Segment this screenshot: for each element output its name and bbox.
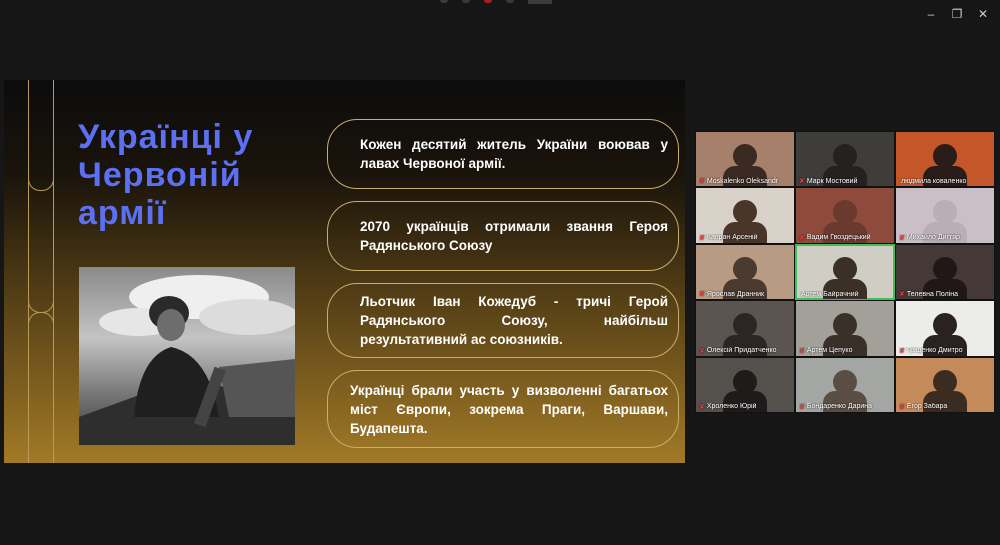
participant-name-label bbox=[799, 177, 892, 185]
slide-title: Українці у Червоній армії bbox=[78, 118, 254, 232]
participant-video bbox=[833, 144, 857, 168]
shared-slide bbox=[4, 80, 685, 463]
mic-muted-icon: ✘ bbox=[699, 291, 705, 299]
mic-muted-icon: ✘ bbox=[799, 178, 805, 186]
participant-video bbox=[733, 370, 757, 394]
decor-arc bbox=[28, 298, 54, 313]
toolbar-handle[interactable] bbox=[528, 0, 552, 4]
mic-muted-icon: ✘ bbox=[699, 178, 705, 186]
participant-video bbox=[933, 370, 957, 394]
participant-name-label bbox=[899, 178, 992, 185]
participant-video bbox=[833, 257, 857, 281]
close-button[interactable]: ✕ bbox=[977, 7, 989, 21]
participant-name: Артем Цепуко bbox=[806, 347, 853, 355]
indicator-dot bbox=[440, 0, 448, 3]
participant-tile[interactable] bbox=[695, 187, 795, 243]
decor-line bbox=[53, 80, 54, 463]
participant-video bbox=[933, 313, 957, 337]
participant-tile[interactable] bbox=[795, 244, 895, 300]
mic-muted-icon: ✘ bbox=[899, 347, 905, 355]
participant-name: Гріщенко Дмитро bbox=[906, 347, 963, 355]
decor-arc bbox=[28, 176, 54, 191]
participant-tile[interactable] bbox=[695, 244, 795, 300]
participant-video bbox=[933, 144, 957, 168]
participant-tile[interactable] bbox=[795, 357, 895, 413]
fact-card bbox=[327, 201, 679, 271]
participant-name-label bbox=[699, 403, 792, 411]
participant-gallery bbox=[695, 131, 995, 413]
decor-arc bbox=[28, 312, 54, 327]
decor-line bbox=[28, 80, 29, 463]
participant-name-label bbox=[799, 291, 892, 298]
participant-name: Ярослав Дранник bbox=[706, 290, 765, 298]
window-controls bbox=[920, 4, 994, 24]
participant-name-label bbox=[799, 347, 892, 355]
participant-name-label bbox=[699, 290, 792, 298]
participant-name: Артем Байрачний bbox=[801, 291, 859, 299]
indicator-dot bbox=[462, 0, 470, 3]
participant-video bbox=[733, 313, 757, 337]
participant-name: Егор Забара bbox=[906, 403, 948, 411]
mic-muted-icon: ✘ bbox=[899, 291, 905, 299]
participant-video bbox=[933, 200, 957, 224]
participant-name-label bbox=[899, 403, 992, 411]
participant-name: Хроленко Юрій bbox=[706, 403, 757, 411]
participant-name: Бондаренко Дарина bbox=[806, 403, 873, 411]
participant-name: Марк Мостовий bbox=[806, 177, 858, 185]
pilot-photo bbox=[79, 267, 295, 445]
participant-name-label bbox=[899, 347, 992, 355]
participant-tile[interactable] bbox=[895, 300, 995, 356]
participant-tile[interactable] bbox=[795, 131, 895, 187]
participant-name-label bbox=[699, 177, 792, 185]
participant-tile[interactable] bbox=[895, 131, 995, 187]
mic-muted-icon: ✘ bbox=[799, 234, 805, 242]
participant-name-label bbox=[699, 347, 792, 355]
participant-video bbox=[833, 313, 857, 337]
participant-video bbox=[933, 257, 957, 281]
mic-muted-icon: ✘ bbox=[899, 403, 905, 411]
participant-tile[interactable] bbox=[695, 300, 795, 356]
participant-name: Капран Арсеній bbox=[706, 234, 758, 242]
participant-tile[interactable] bbox=[695, 357, 795, 413]
participant-tile[interactable] bbox=[895, 187, 995, 243]
indicator-dot bbox=[506, 0, 514, 3]
fact-text: Льотчик Іван Кожедуб - тричі Герой Радянського Союзу, найбільш результативний ас союзників. bbox=[360, 294, 668, 347]
participant-video bbox=[833, 200, 857, 224]
mic-muted-icon: ✘ bbox=[899, 234, 905, 242]
mic-muted-icon: ✘ bbox=[699, 347, 705, 355]
participant-video bbox=[733, 200, 757, 224]
participant-name-label bbox=[699, 234, 792, 242]
participant-tile[interactable] bbox=[895, 357, 995, 413]
participant-video bbox=[833, 370, 857, 394]
participant-video bbox=[733, 257, 757, 281]
participant-name-label bbox=[799, 234, 892, 242]
fact-text: 2070 українців отримали звання Героя Радянського Союзу bbox=[360, 219, 668, 253]
fact-text: Кожен десятий житель України воював у лавах Червоної армії. bbox=[360, 137, 668, 171]
participant-video bbox=[733, 144, 757, 168]
mic-muted-icon: ✘ bbox=[799, 347, 805, 355]
participant-tile[interactable] bbox=[795, 300, 895, 356]
minimize-button[interactable]: – bbox=[927, 7, 935, 21]
mic-muted-icon: ✘ bbox=[699, 403, 705, 411]
participant-name: Moskalenko Oleksandr bbox=[706, 177, 779, 185]
participant-name: Телевна Поліна bbox=[906, 290, 958, 298]
participant-name: Михайло Дигтяр bbox=[906, 234, 960, 242]
mic-muted-icon: ✘ bbox=[799, 403, 805, 411]
fact-text: Українці брали участь у визволенні багатьох міст Європи, зокрема Праги, Варшави, Будапешта. bbox=[350, 382, 668, 436]
participant-name-label bbox=[899, 234, 992, 242]
participant-tile[interactable] bbox=[695, 131, 795, 187]
top-indicators bbox=[440, 0, 552, 4]
restore-button[interactable]: ❐ bbox=[951, 7, 963, 21]
participant-name-label bbox=[899, 290, 992, 298]
participant-name: Олексій Придатченко bbox=[706, 347, 777, 355]
participant-name-label bbox=[799, 403, 892, 411]
fact-card bbox=[327, 283, 679, 358]
participant-tile[interactable] bbox=[795, 187, 895, 243]
fact-card bbox=[327, 119, 679, 189]
fact-card bbox=[327, 370, 679, 448]
mic-muted-icon: ✘ bbox=[699, 234, 705, 242]
recording-indicator bbox=[484, 0, 492, 3]
participant-name: Вадим Гвоздецький bbox=[806, 234, 871, 242]
participant-name: людмила коваленко bbox=[901, 178, 967, 186]
participant-tile[interactable] bbox=[895, 244, 995, 300]
